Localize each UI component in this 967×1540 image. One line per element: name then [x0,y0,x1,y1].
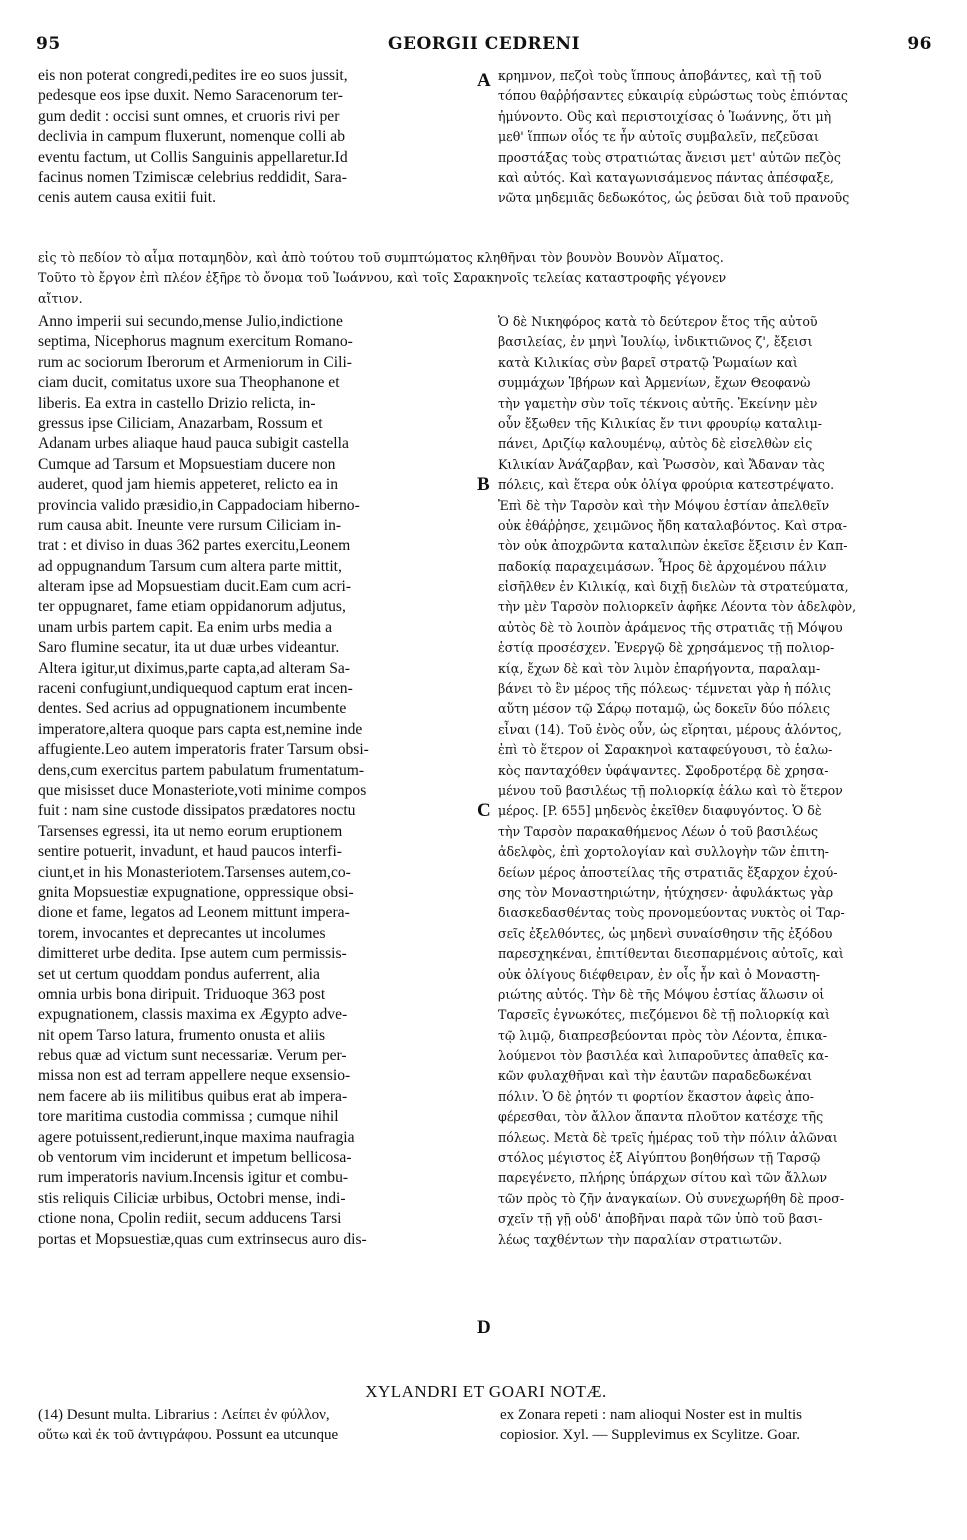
text-line: provincia valido præsidio,in Cappadociam hiberno- [38,496,360,514]
text-line: tore maritima custodia commissa ; cumque nihil [38,1108,339,1126]
text-line: ἠμύνοντο. Οὓς καὶ περιστοιχίσας ὁ Ἰωάννης, ὅτι μὴ [498,108,832,124]
greek-column-top [498,66,934,209]
text-line: affugiente.Leo autem imperatoris frater Tarsum obsi- [38,741,369,759]
text-line: σχεῖν τῇ γῇ οὐδ' ἀποβῆναι παρὰ τῶν ὑπὸ τοῦ βασι- [498,1211,823,1227]
text-line: νῶτα μηδεμιᾶς δεδωκότος, ὡς ῥεῦσαι διὰ τοῦ πρανοῦς [498,190,850,206]
text-line: nit opem Tarso latura, frumento onusta et aliis [38,1026,326,1044]
text-line: Τοῦτο τὸ ἔργον ἐπὶ πλέον ἐξῆρε τὸ ὄνομα τοῦ Ἰωάννου, καὶ τοῖς Σαρακηνοῖς τελείας καταστροφῆς γέγονεν [38,270,727,286]
text-line: missa non est ad terram appellere neque exsensio- [38,1067,351,1085]
text-line: οὐκ ὀλίγους διέφθειραν, ἐν οἷς ἦν καὶ ὁ Μοναστη- [498,966,821,982]
text-line: septima, Nicephorus magnum exercitum Romano- [38,333,353,351]
text-line: (14) Desunt multa. Librarius : Λείπει ἐν φύλλον, [38,1407,330,1423]
text-line: imperatore,altera quoque pars capta est,nemine inde [38,720,363,738]
text-line: auderet, quod jam hiemis appeteret, relicto ea in [38,476,339,494]
text-line: gressus ipse Ciliciam, Anazarbam, Rossum et [38,414,323,432]
margin-letter-b: B [477,474,490,495]
text-line: rum ac sociorum Iberorum et Armeniorum in Cili- [38,353,352,371]
text-line: Anno imperii sui secundo,mense Julio,indictione [38,313,343,330]
page-header [36,34,932,58]
text-line: συμμάχων Ἰβήρων καὶ Ἀρμενίων, ἔχων Θεοφανὼ [498,375,811,391]
text-line: τὴν Ταρσὸν παρακαθήμενος Λέων ὁ τοῦ βασιλέως [498,823,819,839]
text-line: Altera igitur,ut diximus,parte capta,ad alteram Sa- [38,659,351,677]
text-line: βάνει τὸ ἓν μέρος τῆς πόλεως· τέμνεται γὰρ ἡ πόλις [498,681,831,697]
text-line: Κιλικίαν Ἀνάζαρβαν, καὶ Ῥωσσὸν, καὶ Ἄδαναν τὰς [498,456,825,472]
text-line: λούμενοι τὸν βασιλέα καὶ λιπαροῦντες ἀπαθεῖς κα- [498,1048,829,1064]
text-line: ad oppugnandum Tarsum cum altera parte mittit, [38,557,342,575]
text-line: liberis. Ea extra in castello Drizio relicta, in- [38,394,316,412]
text-line: omnia urbis bona diripuit. Triduoque 363 post [38,985,326,1003]
text-line: rum imperatoris navium.Incensis igitur et combu- [38,1169,349,1187]
text-line: τὴν γαμετὴν σὺν τοῖς τέκνοις αὐτῆς. Ἐκείνην μὲν [498,395,818,411]
text-line: πόλεις, καὶ ἕτερα οὐκ ὀλίγα φρούρια κατεστρέψατο. [498,477,835,493]
text-line: εἰσῆλθεν ἐν Κιλικίᾳ, καὶ διχῇ διελὼν τὰ στρατεύματα, [498,579,849,595]
text-line: ex Zonara repeti : nam alioqui Noster est in multis [500,1407,803,1423]
text-line: dens,cum exercitus partem pabulatum frumentatum- [38,761,365,779]
page-number-left: 95 [36,34,61,54]
text-line: alteram ipse ad Mopsuestiam ducit.Eam cum acri- [38,578,352,596]
text-line: nem facere ab iis militibus quibus erat ab impera- [38,1087,348,1105]
text-line: fuit : nam sine custode dissipatos prædatores noctu [38,802,356,820]
text-line: πόλεως. Μετὰ δὲ τρεῖς ἡμέρας τοῦ τὴν πόλιν ἁλῶναι [498,1129,838,1145]
text-line: unam urbis partem capit. Ea enim urbs media a [38,618,333,636]
text-line: declivia in campum fluxerunt, nomenque colli ab [38,128,346,146]
text-line: dentes. Sed acrius ad oppugnationem incumbente [38,700,347,718]
text-line: ριώτης αὐτός. Τὴν δὲ τῆς Μόψου ἑστίας ἅλωσιν οἱ [498,986,825,1002]
text-line: αἴτιον. [38,290,83,306]
text-line: dimitteret urbe dedita. Ipse autem cum permissis- [38,945,347,963]
text-line: Cumque ad Tarsum et Mopsuestiam ducere non [38,455,336,473]
text-line: facinus nomen Tzimiscæ celebrius reddidit, Sara- [38,168,347,186]
text-line: rum causa abit. Ineunte vere rursum Ciliciam in- [38,516,342,534]
text-line: μεθ' ἵππων οἷός τε ἦν αὐτοῖς συμβαλεῖν, πεζεῦσαι [498,129,819,145]
text-line: eis non poterat congredi,pedites ire eo suos jussit, [38,67,348,84]
text-line: gnita Mopsuestiæ expugnatione, oppressique obsi- [38,883,354,901]
latin-column-main [38,312,470,1250]
text-line: κίᾳ, ἔχων δὲ καὶ τὸν λιμὸν ἐπαρήγοντα, παραλαμ- [498,660,821,676]
text-line: καὶ αὐτός. Καὶ καταγωνισάμενος πάντας ἀπέσφαξε, [498,169,834,185]
text-line: αὕτη μέσον τῷ Σάρῳ ποταμῷ, ὡς δοκεῖν δύο πόλεις [498,701,831,717]
text-line: agere potuissent,redierunt,inque maxima naufragia [38,1128,355,1146]
text-line: δείων μέρος ἀποστείλας τῆς στρατιᾶς ἔξαρχον ἐχού- [498,864,838,880]
greek-column-main [498,312,934,1250]
text-line: raceni confugiunt,undiquequod captum erat incen- [38,680,353,698]
text-line: stis reliquis Ciliciæ urbibus, Octobri mense, indi- [38,1189,346,1207]
text-line: εἶναι (14). Τοῦ ἑνὸς οὖν, ὡς εἴρηται, μέρους ἁλόντος, [498,721,842,737]
text-line: sentire potuerit, invadunt, et haud paucos interfi- [38,843,342,861]
text-line: στόλος μέγιστος ἐξ Αἰγύπτου βοηθήσων τῇ Ταρσῷ [498,1150,821,1166]
text-line: πόλιν. Ὁ δὲ ῥητόν τι φορτίον ἕκαστον ἀφεὶς ἀπο- [498,1088,815,1104]
text-line: κῶν φυλαχθῆναι καὶ τὴν ἑαυτῶν παραδεδωκέναι [498,1068,813,1084]
text-line: cenis autem causa exitii fuit. [38,189,216,207]
text-line: set ut certum quoddam pondus auferrent, alia [38,965,320,983]
text-line: Ταρσεῖς ἐγνωκότες, πιεζόμενοι δὲ τῇ πολιορκίᾳ καὶ [498,1007,830,1023]
text-line: pedesque eos ipse duxit. Nemo Saracenorum ter- [38,87,343,105]
text-line: φέρεσθαι, τὸν ἄλλον ἅπαντα πλοῦτον κατέσχε τῆς [498,1109,824,1125]
text-line: κρημνον, πεζοὶ τοὺς ἵππους ἀποβάντες, καὶ τῇ τοῦ [498,68,822,83]
text-line: ἐπὶ τὸ ἕτερον οἱ Σαρακηνοὶ καταφεύγουσι, τὸ ἑαλω- [498,742,833,758]
text-line: Tarsenses egressi, ita ut nemo eorum eruptionem [38,822,343,840]
text-line: μένου τοῦ βασιλέως τῇ πολιορκίᾳ ἑάλω καὶ τὸ ἕτερον [498,782,843,798]
text-line: ἑστίᾳ προσέσχεν. Ἐνεργῷ δὲ χρησάμενος τῇ πολιορ- [498,640,835,656]
text-line: expugnationem, classis maxima ex Ægypto adve- [38,1006,348,1024]
text-line: κατὰ Κιλικίας σὺν βαρεῖ στρατῷ Ῥωμαίων καὶ [498,354,798,370]
text-line: ob ventorum vim inciderunt et impetum bellicosa- [38,1149,352,1167]
text-line: προστάξας τοὺς στρατιώτας ἄνεισι μετ' αὐτῶν πεζὸς [498,149,841,165]
text-line: κὸς πανταχόθεν ὑφάψαντες. Σφοδροτέρᾳ δὲ χρησα- [498,762,829,778]
text-line: τὸν οὐκ ἀποχρῶντα καταλιπὼν ἐκεῖσε ἔξεισιν ἐν Καπ- [498,538,848,554]
text-line: τῷ λιμῷ, διαπρεσβεύονται πρὸς τὸν Λέοντα, ἐπικα- [498,1027,828,1043]
text-line: Ὁ δὲ Νικηφόρος κατὰ τὸ δεύτερον ἔτος τῆς αὐτοῦ [498,314,818,329]
text-line: Saro flumine secatur, ita ut duæ urbes videantur. [38,639,340,657]
text-line: torem, invocantes et deprecantes ut incolumes [38,924,326,942]
text-line: οὖν ἔξωθεν τῆς Κιλικίας ἔν τινι φρουρίῳ καταλιμ- [498,415,823,431]
latin-column-top [38,66,468,209]
text-line: ciunt,et in his Monasteriotem.Tarsenses autem,co- [38,863,351,881]
text-line: εἰς τὸ πεδίον τὸ αἷμα ποταμηδὸν, καὶ ἀπὸ τούτου τοῦ συμπτώματος κληθῆναι τὸν βουνὸν Βουνὸν Αἵματος. [38,250,724,265]
text-line: gum dedit : occisi sunt omnes, et cruoris rivi per [38,107,340,125]
text-line: ciam ducit, comitatus uxore sua Theophanone et [38,374,340,392]
text-line: ἀδελφὸς, ἐπὶ χορτολογίαν καὶ συλλογὴν τῶν ἐπιτη- [498,844,829,860]
text-line: βασιλείας, ἐν μηνὶ Ἰουλίῳ, ἰνδικτιῶνος ζ', ἔξεισι [498,334,813,350]
text-line: παρεσχηκέναι, ἐπιτίθενται διεσπαρμένοις αὐτοῖς, καὶ [498,946,844,962]
text-line: αὐτὸς δὲ τὸ λοιπὸν ἀράμενος τῆς στρατιᾶς τῇ Μόψου [498,619,843,635]
text-line: παδοκίᾳ παραχειμάσων. Ἦρος δὲ ἀρχομένου πάλιν [498,558,827,574]
running-title: GEORGII CEDRENI [387,34,581,54]
text-line: rebus quæ ad victum sunt necessariæ. Verum per- [38,1047,347,1065]
text-line: μέρος. [P. 655] μηδενὸς ἐκεῖθεν διαφυγόντος. Ὁ δὲ [498,803,822,819]
margin-letter-d: D [477,1317,491,1338]
text-line: ctione nona, Cpolin rediit, secum adducens Tarsi [38,1210,342,1228]
text-line: Ἐπὶ δὲ τὴν Ταρσὸν καὶ τὴν Μόψου ἑστίαν ἀπελθεῖν [498,497,830,513]
text-line: παρεγένετο, πλήρης ὑπάρχων σίτου καὶ τῶν ἄλλων [498,1170,828,1186]
text-line: σεῖς ἐξελθόντες, ὡς μηδενὶ συναίσθησιν τῆς ἐξόδου [498,925,833,941]
greek-full-width-paragraph [38,248,934,309]
page-number-right: 96 [907,34,932,54]
text-line: σης τὸν Μοναστηριώτην, ἠτύχησεν· ἀφυλάκτως γὰρ [498,884,834,900]
text-line: trat : et diviso in duas 362 partes exercitu,Leonem [38,537,351,555]
footnote-right [500,1405,934,1446]
text-line: πάνει, Δριζίῳ καλουμένῳ, αὐτὸς δὲ εἰσελθὼν εἰς [498,436,813,452]
margin-letter-a: A [477,70,491,91]
margin-letter-c: C [477,800,491,821]
text-line: portas et Mopsuestiæ,quas cum extrinsecus auro dis- [38,1230,367,1248]
text-line: λέως ταχθέντων τὴν παραλίαν στρατιωτῶν. [498,1231,783,1247]
text-line: copiosior. Xyl. — Supplevimus ex Scylitze. Goar. [500,1427,800,1444]
text-line: οὕτω καὶ ἐκ τοῦ ἀντιγράφου. Possunt ea utcunque [38,1427,339,1444]
text-line: τόπου θαῤῥήσαντες εὐκαιρίᾳ εὐρώστως τοὺς ἐπιόντας [498,88,848,104]
text-line: que misisset duce Monasteriote,voti minime compos [38,781,367,799]
text-line: eventu factum, ut Collis Sanguinis appellaretur.Id [38,148,348,166]
footnote-left [38,1405,478,1446]
text-line: τὴν μὲν Ταρσὸν πολιορκεῖν ἀφῆκε Λέοντα τὸν ἀδελφὸν, [498,599,857,615]
text-line: διασκεδασθέντας τοὺς προνομεύοντας νυκτὸς οἱ Ταρ- [498,905,845,921]
text-line: οὐκ ἐθάῤῥησε, χειμῶνος ἤδη καταλαβόντος. Καὶ στρα- [498,517,847,533]
notes-heading: XYLANDRI ET GOARI NOTÆ. [365,1382,607,1401]
text-line: Adanam urbes aliaque haud pauca subigit castella [38,435,349,453]
text-line: ter oppugnaret, fame etiam oppidanorum adjutus, [38,598,346,616]
text-line: τῶν πρὸς τὸ ζῆν ἀναγκαίων. Οὐ συνεχωρήθη δὲ προσ- [498,1190,845,1206]
text-line: dione et fame, legatos ad Leonem mittunt impera- [38,904,350,922]
